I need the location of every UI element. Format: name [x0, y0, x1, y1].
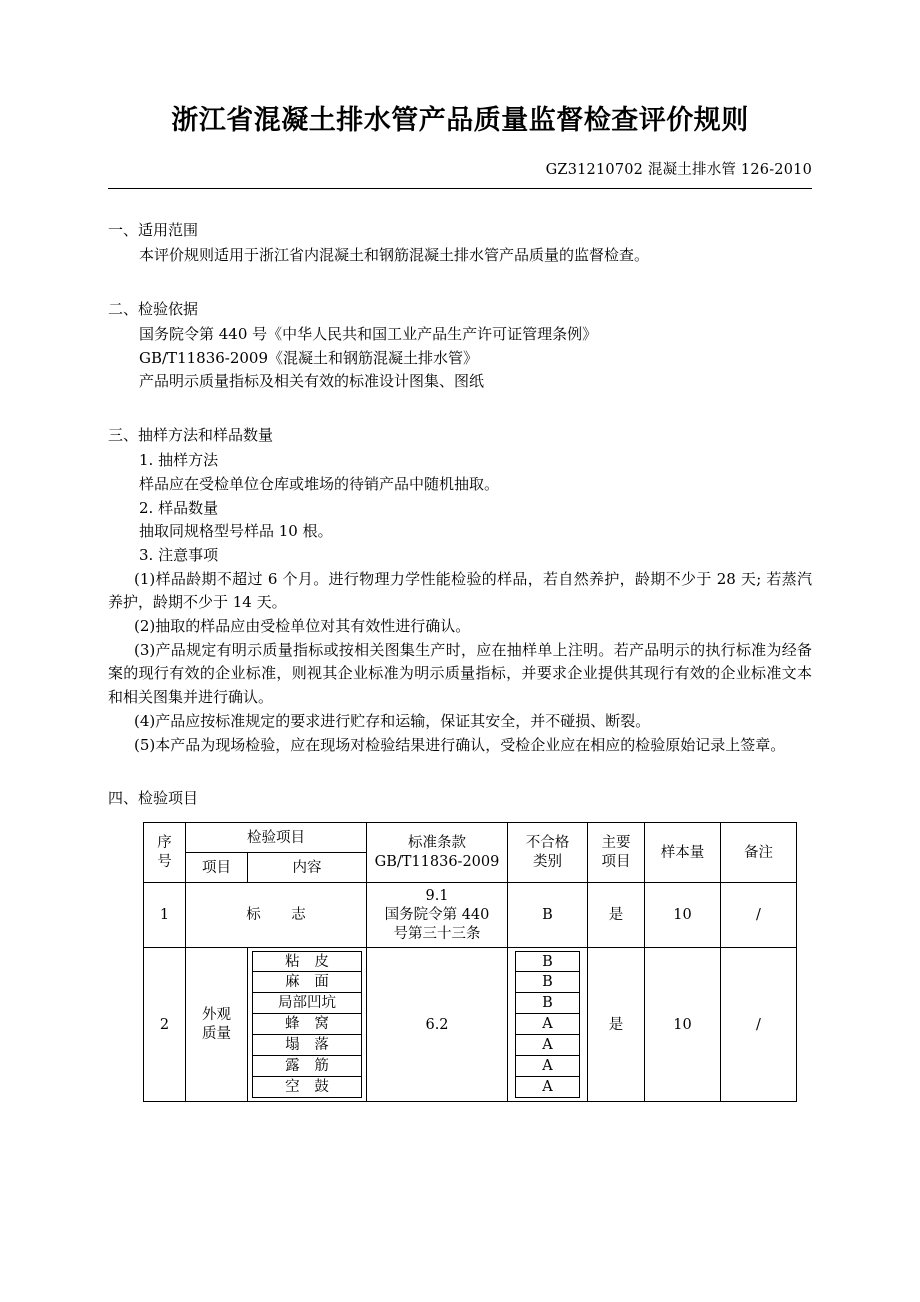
row2-standard-clause: 6.2: [367, 948, 508, 1102]
section-basis: [108, 298, 812, 394]
row1-no: 1: [144, 883, 186, 948]
sample-quantity-text: 抽取同规格型号样品 10 根。: [139, 522, 333, 541]
table-header-row-1: [144, 823, 797, 853]
sampling-method-text: 样品应在受检单位仓库或堆场的待销产品中随机抽取。: [139, 474, 500, 493]
col-header-no: [144, 823, 186, 883]
basis-line-2: GB/T11836-2009《混凝土和钢筋混凝土排水管》: [139, 348, 479, 367]
col-header-standard-clause: [367, 823, 508, 883]
col-header-clause-line1: 标准条款: [408, 835, 466, 852]
table-row: [144, 883, 797, 948]
col-header-grade-line1: 不合格: [525, 835, 570, 852]
content-sub-cell: 粘 皮: [252, 951, 362, 972]
row1-remark: /: [721, 883, 797, 948]
section-heading-inspection-items: 四、检验项目: [108, 789, 199, 808]
sampling-method-label: 1. 抽样方法: [139, 451, 219, 470]
sample-quantity-label: 2. 样品数量: [139, 498, 219, 517]
row2-item-name: [186, 948, 248, 1102]
precaution-note-2: (2)抽取的样品应由受检单位对其有效性进行确认。: [134, 617, 471, 636]
section-scope: [108, 219, 812, 268]
grade-sub-cell: A: [515, 1077, 580, 1098]
header-divider: [108, 188, 812, 189]
section-heading-scope: 一、适用范围: [108, 220, 199, 239]
row1-item-name: 标 志: [186, 883, 367, 948]
precaution-note-5: (5)本产品为现场检验，应在现场对检验结果进行确认，受检企业应在相应的检验原始记录上签章。: [134, 735, 786, 754]
col-header-grade-line2: 类别: [533, 853, 562, 870]
row2-content-list: [248, 948, 367, 1102]
grade-sub-cell: A: [515, 1056, 580, 1077]
grade-sub-stack: [509, 950, 586, 1099]
table-row: [144, 948, 797, 1102]
grade-sub-cell: B: [515, 993, 580, 1014]
content-sub-cell: 麻 面: [252, 972, 362, 993]
row1-clause-line1: 9.1: [425, 888, 449, 905]
inspection-table-wrapper: [143, 822, 796, 1102]
row1-major-item: 是: [588, 883, 645, 948]
precaution-note-3: (3)产品规定有明示质量指标或按相关图集生产时，应在抽样单上注明。若产品明示的执行标准为经备案的现行有效的企业标准，则视其企业标准为明示质量指标，并要求企业提供其现行有效的企业标准文本和相关图集并进行确认。: [108, 640, 812, 707]
row2-remark: /: [721, 948, 797, 1102]
col-header-no-line2: 号: [157, 853, 172, 870]
content-sub-cell: 蜂 窝: [252, 1014, 362, 1035]
document-content: [108, 0, 812, 1102]
row1-sample-size: 10: [645, 883, 721, 948]
col-header-major-line1: 主要: [601, 835, 631, 852]
grade-sub-cell: A: [515, 1014, 580, 1035]
section-sampling: [108, 424, 812, 757]
col-header-remark: 备注: [721, 823, 797, 883]
grade-sub-cell: B: [515, 951, 580, 972]
precaution-note-4: (4)产品应按标准规定的要求进行贮存和运输，保证其安全，并不碰损、断裂。: [134, 711, 651, 730]
page-title: 浙江省混凝土排水管产品质量监督检查评价规则: [171, 105, 749, 136]
section-heading-basis: 二、检验依据: [108, 299, 199, 318]
row1-nonconformity-grade: B: [508, 883, 588, 948]
basis-line-1: 国务院令第 440 号《中华人民共和国工业产品生产许可证管理条例》: [139, 324, 598, 343]
row2-sample-size: 10: [645, 948, 721, 1102]
row1-standard-clause: [367, 883, 508, 948]
grade-sub-cell: A: [515, 1035, 580, 1056]
col-header-sample-size: 样本量: [645, 823, 721, 883]
col-header-no-line1: 序: [157, 835, 172, 852]
col-header-major-item: [588, 823, 645, 883]
content-sub-cell: 空 鼓: [252, 1077, 362, 1098]
row2-grade-list: [508, 948, 588, 1102]
table-body: [144, 883, 797, 1102]
row1-clause-line3: 号第三十三条: [393, 925, 481, 942]
section-inspection-items: [108, 787, 812, 1102]
scope-text: 本评价规则适用于浙江省内混凝土和钢筋混凝土排水管产品质量的监督检查。: [139, 246, 650, 264]
precautions-label: 3. 注意事项: [139, 546, 219, 564]
basis-line-3: 产品明示质量指标及相关有效的标准设计图集、图纸: [139, 372, 485, 391]
content-sub-stack: [249, 950, 365, 1099]
precaution-note-1: (1)样品龄期不超过 6 个月。进行物理力学性能检验的样品，若自然养护，龄期不少于 28 天; 若蒸汽养护，龄期不少于 14 天。: [108, 569, 812, 612]
table-header: [144, 823, 797, 883]
content-sub-cell: 塌 落: [252, 1035, 362, 1056]
col-header-group-inspection-item: 检验项目: [186, 823, 367, 853]
row2-item-line1: 外观: [202, 1007, 231, 1024]
row2-no: 2: [144, 948, 186, 1102]
content-sub-cell: 露 筋: [252, 1056, 362, 1077]
col-header-major-line2: 项目: [601, 853, 631, 870]
content-sub-cell: 局部凹坑: [252, 993, 362, 1014]
grade-sub-cell: B: [515, 972, 580, 993]
row1-clause-line2: 国务院令第 440: [384, 907, 490, 924]
document-code-subtitle: GZ31210702 混凝土排水管 126-2010: [545, 161, 812, 178]
row2-item-line2: 质量: [202, 1025, 231, 1042]
section-heading-sampling: 三、抽样方法和样品数量: [108, 426, 274, 444]
inspection-items-table: [143, 822, 797, 1102]
col-header-content: 内容: [248, 853, 367, 883]
col-header-clause-line2: GB/T11836-2009: [374, 853, 500, 870]
col-header-nonconformity-grade: [508, 823, 588, 883]
row2-major-item: 是: [588, 948, 645, 1102]
col-header-item: 项目: [186, 853, 248, 883]
